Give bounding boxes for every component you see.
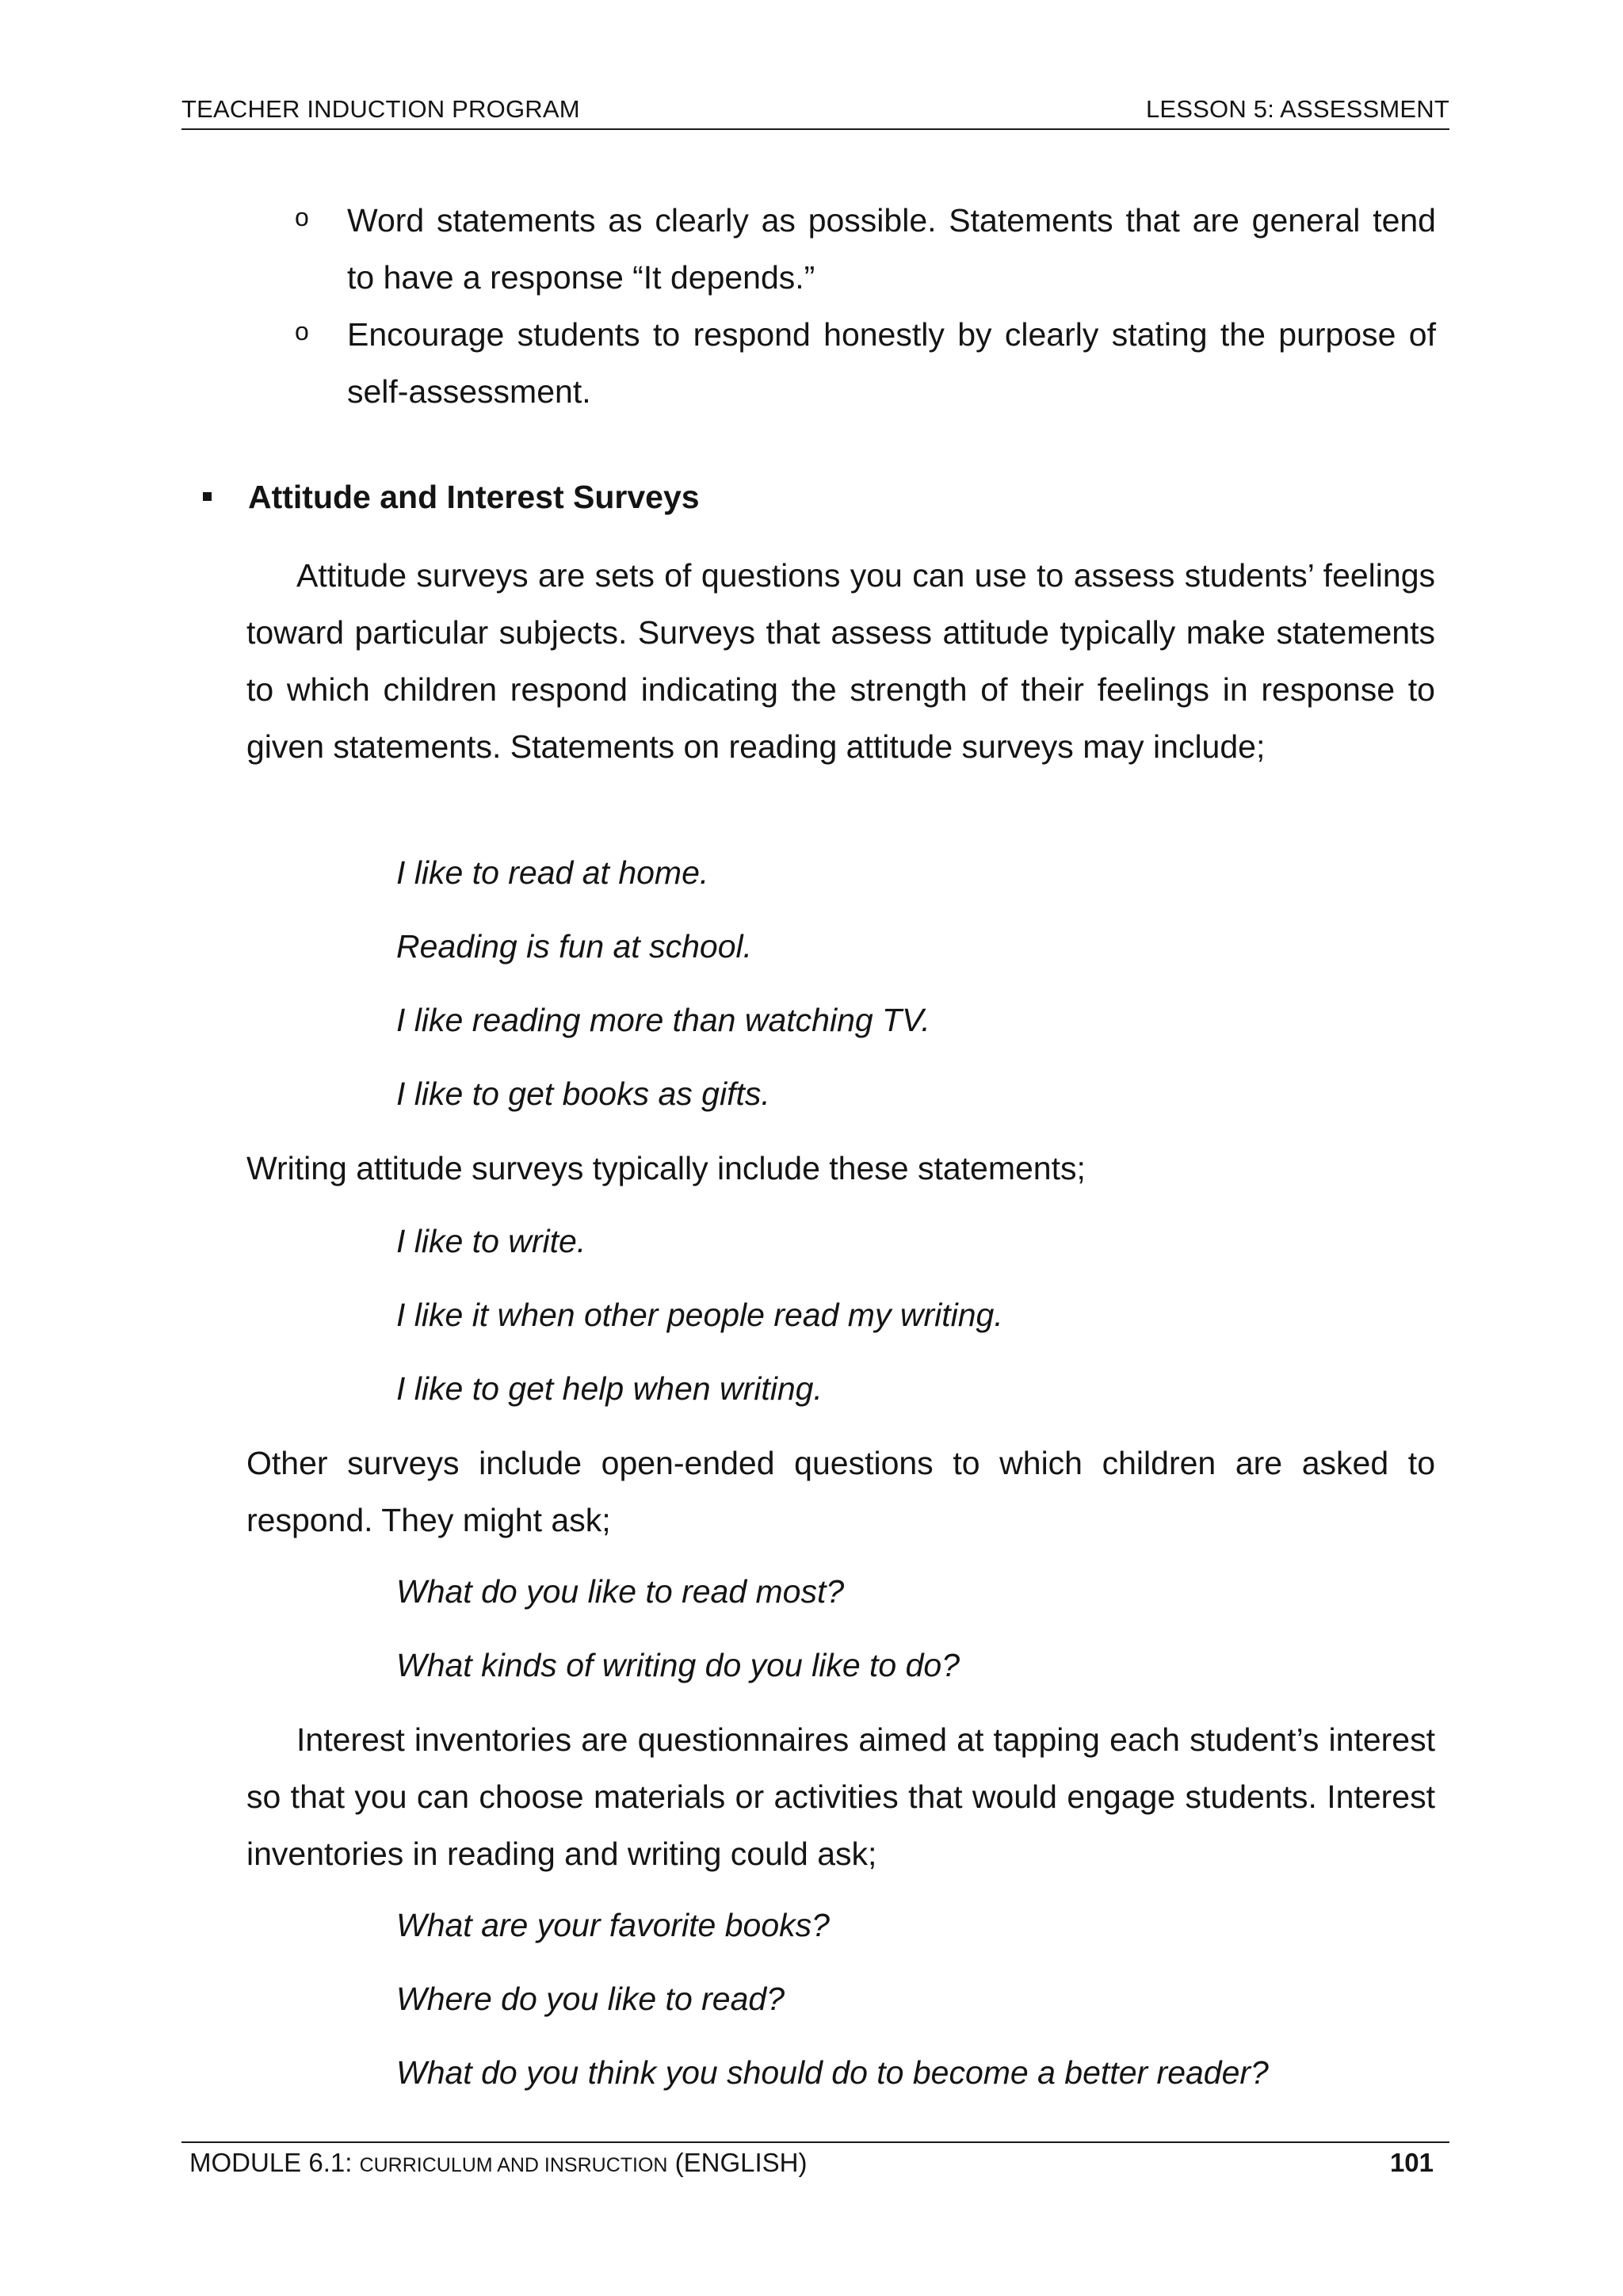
interest-question: What do you think you should do to become a better reader? [396, 2054, 1269, 2091]
section-title: Attitude and Interest Surveys [248, 479, 700, 515]
paragraph-attitude-surveys: Attitude surveys are sets of questions you can use to assess students’ feelings toward particular subjects. Surveys that assess attitude typically make statements to which children respond indicating the strength of their feelings in response to given statements. Statements on reading attitude surveys may include; [246, 557, 1435, 765]
page-header [181, 95, 1449, 130]
bullet-text: Encourage students to respond honestly by clearly stating the purpose of self-assessment. [347, 316, 1436, 410]
writing-statement: I like to write. [396, 1223, 586, 1259]
page-footer [181, 2141, 1449, 2177]
section-heading [203, 479, 700, 516]
lesson-title: LESSON 5: ASSESSMENT [1145, 95, 1449, 123]
interest-question: What are your favorite books? [396, 1907, 830, 1943]
paragraph-interest-inventories: Interest inventories are questionnaires aimed at tapping each student’s interest so that you can choose materials or activities that would engage students. Interest inventories in reading and writing could ask; [246, 1721, 1435, 1872]
reading-statement: I like to get books as gifts. [396, 1075, 770, 1112]
open-question: What do you like to read most? [396, 1573, 845, 1610]
module-label: MODULE 6.1: CURRICULUM AND INSRUCTION (ENGLISH) [189, 2148, 808, 2177]
page-number: 101 [1389, 2148, 1434, 2177]
paragraph-writing-surveys: Writing attitude surveys typically include these statements; [246, 1150, 1086, 1186]
bullet-text: Word statements as clearly as possible. Statements that are general tend to have a response “It depends.” [347, 202, 1436, 296]
list-item [295, 192, 1436, 306]
reading-statement: I like reading more than watching TV. [396, 1002, 930, 1038]
circle-bullet-icon: o [295, 317, 309, 346]
interest-question: Where do you like to read? [396, 1981, 785, 2017]
reading-statement: Reading is fun at school. [396, 928, 752, 965]
open-question: What kinds of writing do you like to do? [396, 1647, 960, 1683]
reading-statement: I like to read at home. [396, 854, 709, 891]
writing-statement: I like to get help when writing. [396, 1370, 823, 1407]
list-item [295, 306, 1436, 420]
program-title: TEACHER INDUCTION PROGRAM [181, 95, 580, 123]
circle-bullet-icon: o [295, 203, 309, 231]
paragraph-open-ended: Other surveys include open-ended questions to which children are asked to respond. They might ask; [246, 1445, 1435, 1538]
writing-statement: I like it when other people read my writing. [396, 1297, 1003, 1333]
square-bullet-icon [203, 492, 212, 501]
